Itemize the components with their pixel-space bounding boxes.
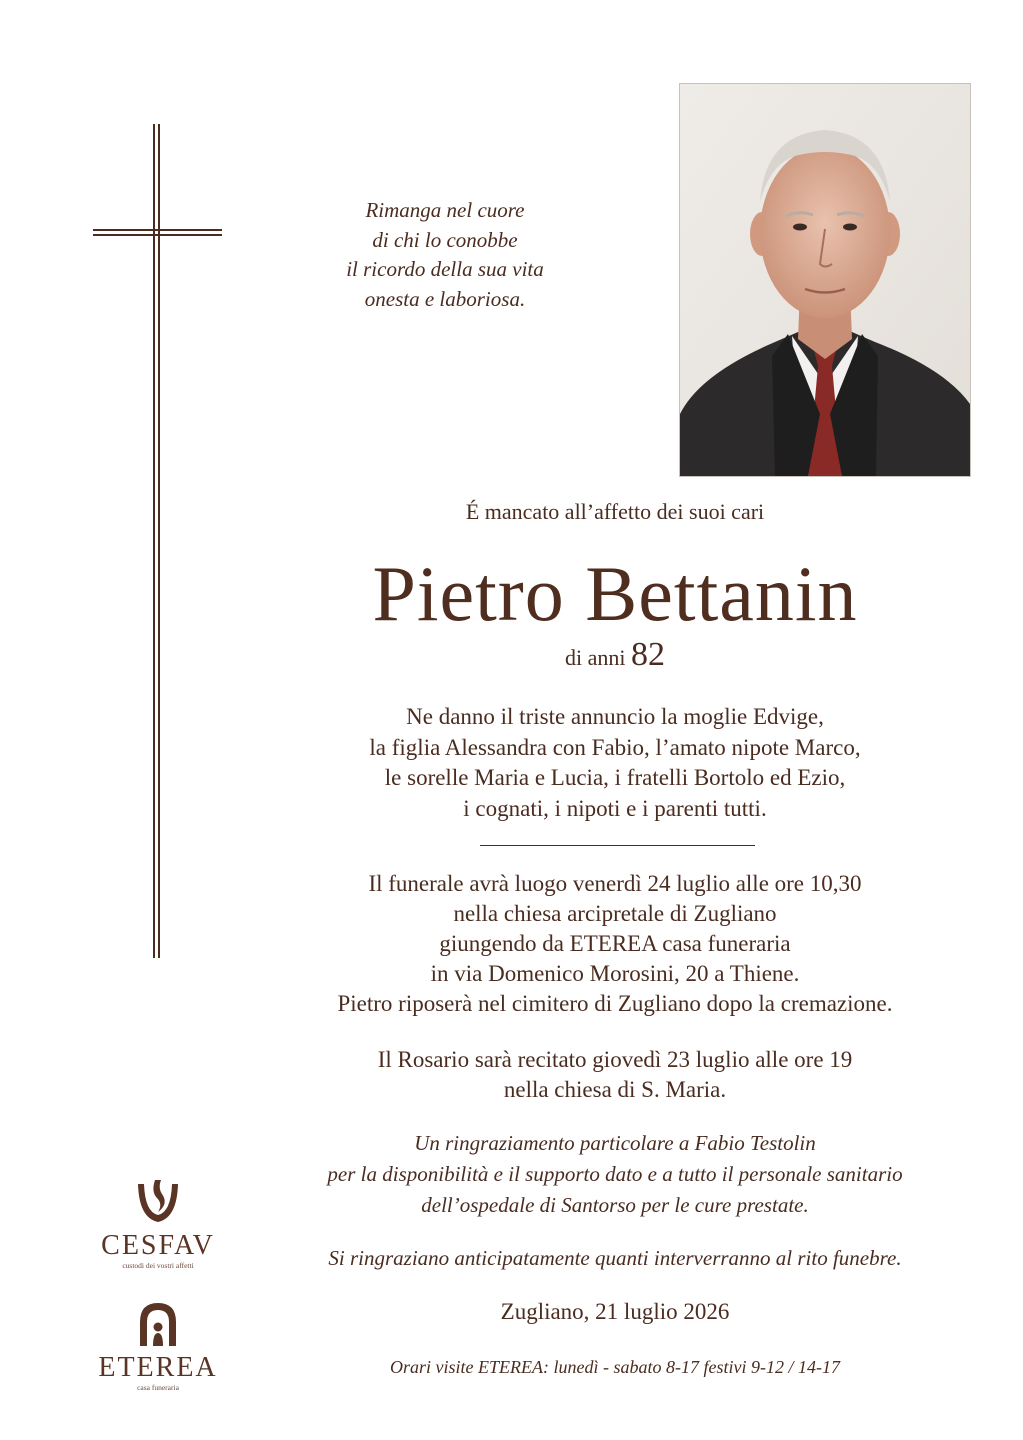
funeral-line: giungendo da ETEREA casa funeraria	[439, 931, 791, 956]
cesfav-emblem-icon	[133, 1178, 183, 1226]
section-divider	[480, 845, 755, 846]
age-prefix: di anni	[565, 645, 626, 670]
quote-line: di chi lo conobbe	[372, 227, 518, 252]
thanks-line: dell’ospedale di Santorso per le cure prestate.	[421, 1193, 809, 1217]
rosary-details	[270, 1045, 960, 1105]
place-date: Zugliano, 21 luglio 2026	[500, 1299, 730, 1324]
age-value: 82	[631, 636, 665, 673]
funeral-details	[270, 869, 960, 1019]
family-line: le sorelle Maria e Lucia, i fratelli Bortolo ed Ezio,	[384, 765, 846, 790]
rosary-line: nella chiesa di S. Maria.	[503, 1077, 727, 1102]
deceased-age	[270, 636, 960, 677]
visit-hours: Orari visite ETEREA: lunedì - sabato 8-17 festivi 9-12 / 14-17	[390, 1357, 840, 1377]
family-line: la figlia Alessandra con Fabio, l’amato nipote Marco,	[369, 734, 861, 760]
funeral-line: Il funerale avrà luogo venerdì 24 luglio alle ore 10,30	[368, 871, 862, 896]
deceased-name: Pietro Bettanin	[372, 550, 858, 637]
memorial-quote	[300, 196, 590, 314]
special-thanks	[270, 1128, 960, 1221]
quote-line: Rimanga nel cuore	[365, 198, 525, 222]
intro-text: É mancato all’affetto dei suoi cari	[465, 499, 765, 524]
rosary-line: Il Rosario sarà recitato giovedì 23 luglio alle ore 19	[377, 1047, 853, 1072]
quote-line: onesta e laboriosa.	[364, 286, 526, 311]
funeral-line: nella chiesa arcipretale di Zugliano	[453, 901, 777, 926]
eterea-arch-icon	[136, 1300, 180, 1348]
funeral-line: Pietro riposerà nel cimitero di Zugliano dopo la cremazione.	[337, 991, 893, 1016]
funeral-line: in via Domenico Morosini, 20 a Thiene.	[430, 961, 800, 986]
thanks-line: per la disponibilità e il supporto dato e a tutto il personale sanitario	[327, 1162, 903, 1186]
quote-line: il ricordo della sua vita	[346, 257, 544, 281]
cesfav-tagline: custodi dei vostri affetti	[122, 1261, 194, 1270]
family-line: Ne danno il triste annuncio la moglie Edvige,	[406, 704, 824, 729]
portrait-photo	[679, 83, 971, 477]
family-announcement	[270, 702, 960, 824]
family-line: i cognati, i nipoti e i parenti tutti.	[463, 795, 767, 821]
advance-thanks: Si ringraziano anticipatamente quanti interverranno al rito funebre.	[328, 1246, 902, 1270]
cesfav-logo	[88, 1178, 228, 1271]
thanks-line: Un ringraziamento particolare a Fabio Testolin	[414, 1131, 816, 1155]
eterea-tagline: casa funeraria	[137, 1383, 179, 1392]
cesfav-name: CESFAV	[101, 1230, 215, 1261]
eterea-name: ETEREA	[98, 1352, 218, 1383]
eterea-logo	[88, 1300, 228, 1393]
